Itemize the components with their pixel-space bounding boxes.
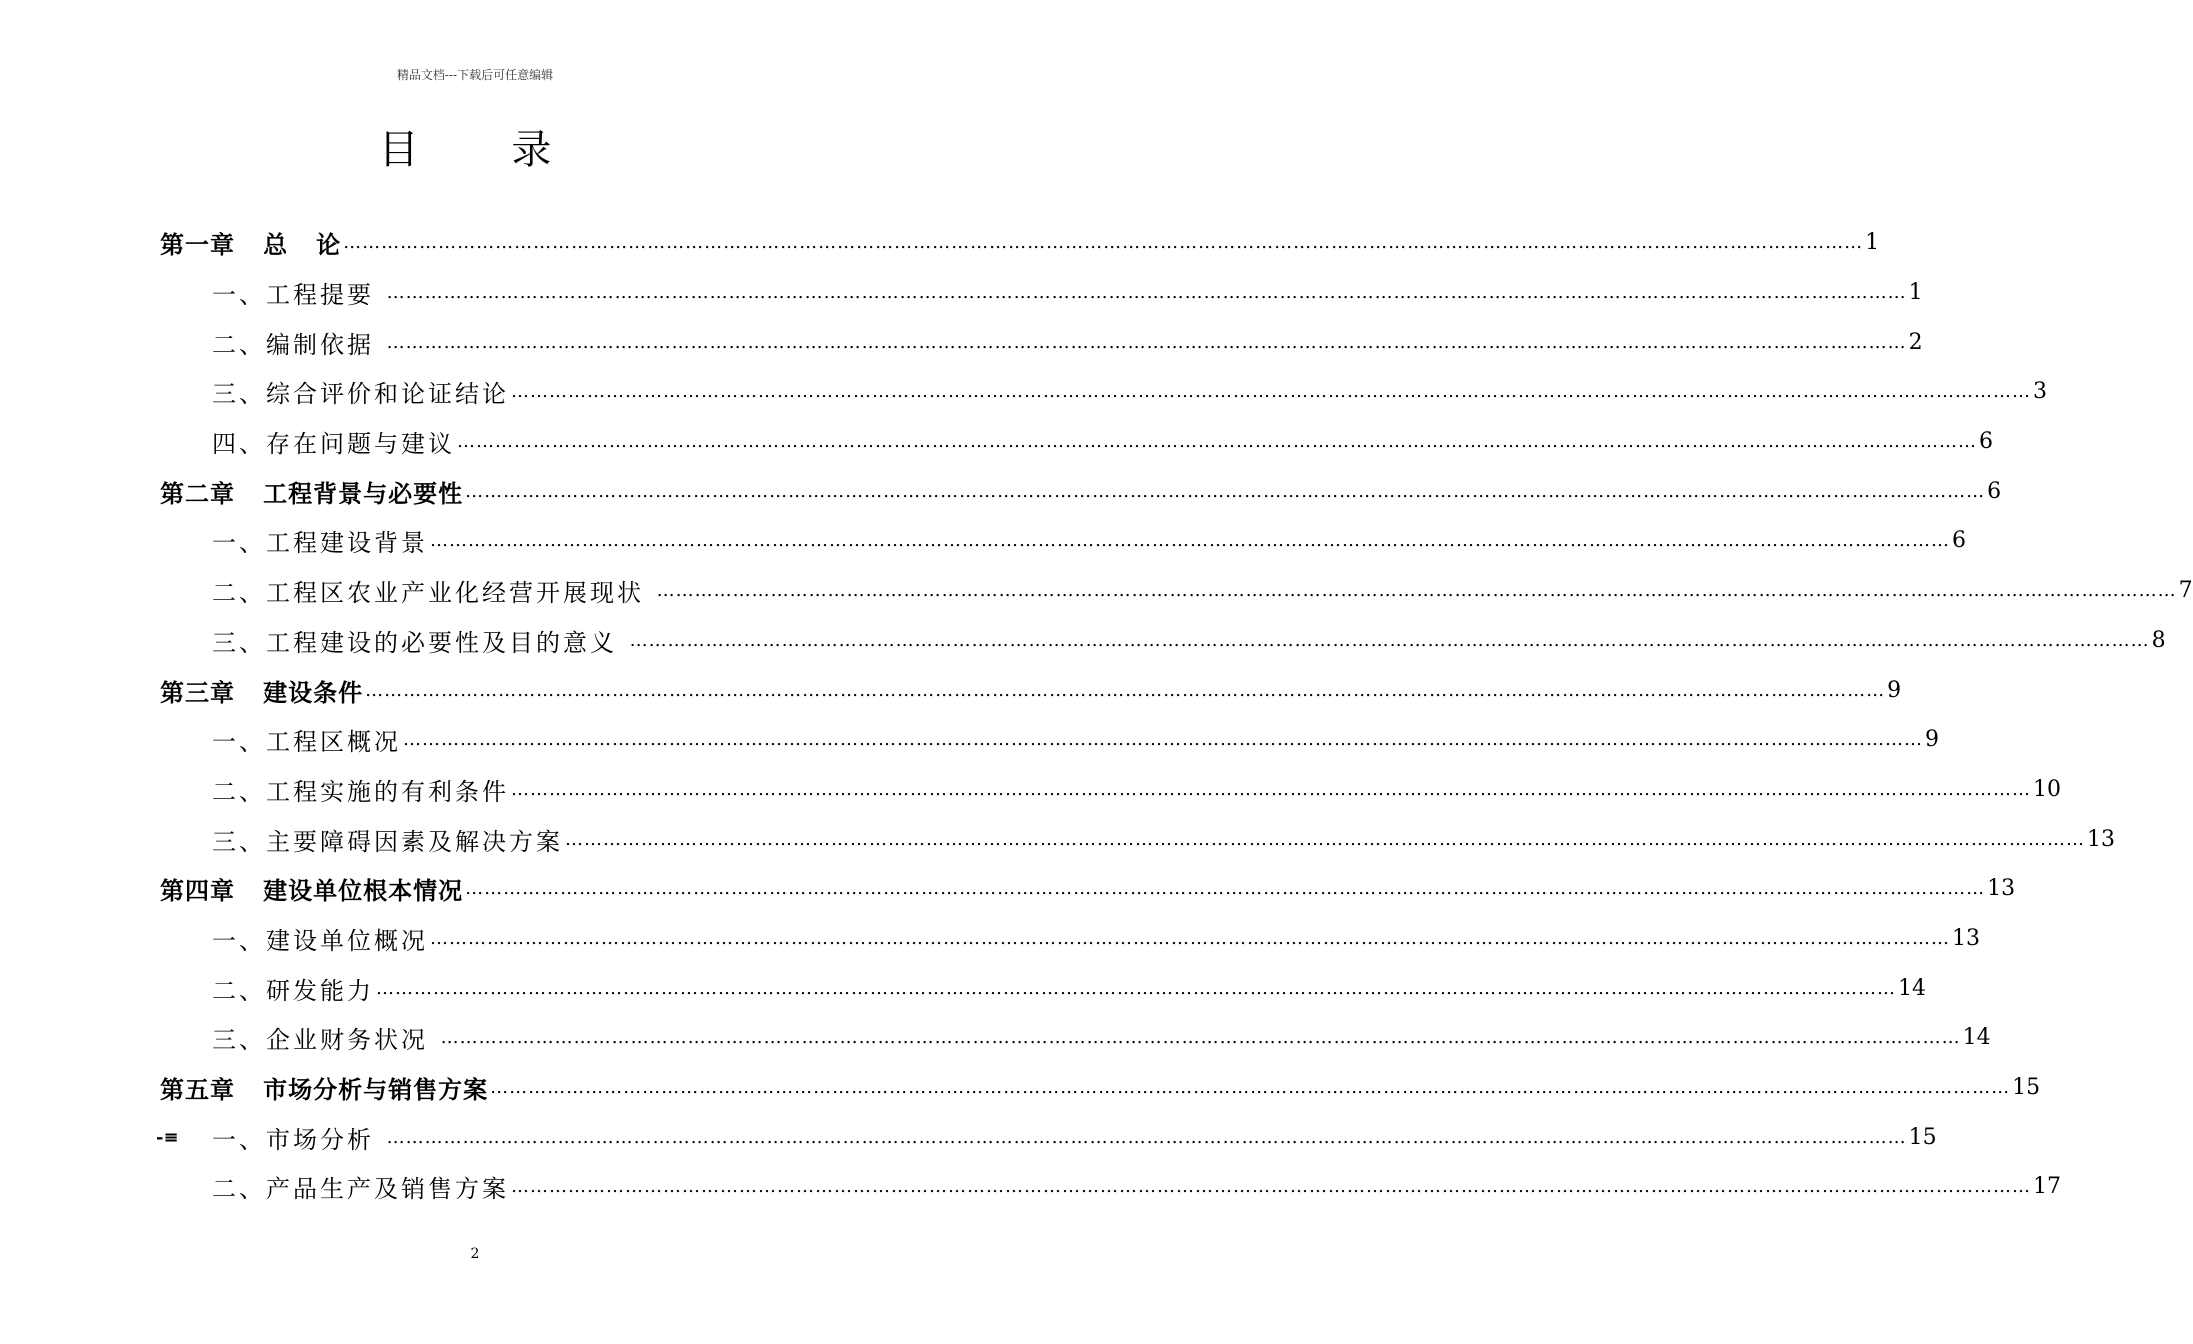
toc-section-entry[interactable] xyxy=(160,268,1923,318)
toc-entry-page: 14 xyxy=(1898,975,1926,1001)
dot-leader: …………………………………………………………………………………………………………………………………………………………………………………………………………………… xyxy=(365,679,1886,701)
toc-entry-label: 一、工程区概况 xyxy=(212,728,401,757)
dot-leader: …………………………………………………………………………………………………………………………………………………………………………………………………………………… xyxy=(465,878,1986,900)
toc-section-entry[interactable] xyxy=(160,317,1923,367)
page-title: 目 录 xyxy=(378,127,592,173)
toc-entry-label: 三、综合评价和论证结论 xyxy=(212,380,509,409)
toc-chapter-entry[interactable] xyxy=(160,218,1880,268)
table-of-contents xyxy=(156,218,2193,1212)
toc-entry-page: 15 xyxy=(1908,1124,1937,1150)
toc-section-entry[interactable] xyxy=(160,417,1993,467)
dot-leader: …………………………………………………………………………………………………………………………………………………………………………………………………………………… xyxy=(430,927,1950,949)
toc-entry-label: 第四章 建设单位根本情况 xyxy=(160,876,464,906)
toc-entry-page: 8 xyxy=(2151,627,2166,653)
dot-leader: …………………………………………………………………………………………………………………………………………………………………………………………………………………… xyxy=(656,580,2177,602)
dot-leader: …………………………………………………………………………………………………………………………………………………………………………………………………………………… xyxy=(511,778,2031,800)
dot-leader: …………………………………………………………………………………………………………………………………………………………………………………………………………………… xyxy=(386,331,1907,353)
dot-leader: …………………………………………………………………………………………………………………………………………………………………………………………………………………… xyxy=(629,629,2150,651)
dot-leader: …………………………………………………………………………………………………………………………………………………………………………………………………………………… xyxy=(430,530,1950,552)
toc-entry-label: 第二章 工程背景与必要性 xyxy=(160,478,464,508)
toc-chapter-entry[interactable] xyxy=(160,1063,2041,1113)
toc-entry-label: 三、企业财务状况 xyxy=(212,1026,439,1055)
toc-entry-page: 6 xyxy=(1987,478,2002,504)
toc-section-entry[interactable] xyxy=(160,566,2193,616)
margin-mark: -≡ xyxy=(156,1126,179,1148)
toc-entry-label: 三、工程建设的必要性及目的意义 xyxy=(212,628,628,657)
toc-entry-page: 9 xyxy=(1887,677,1902,703)
toc-entry-label: 一、工程建设背景 xyxy=(212,529,428,558)
toc-section-entry[interactable] xyxy=(160,765,2061,815)
toc-entry-label: 一、工程提要 xyxy=(212,281,385,310)
toc-entry-label: 三、主要障碍因素及解决方案 xyxy=(212,827,563,856)
dot-leader: …………………………………………………………………………………………………………………………………………………………………………………………………………………… xyxy=(440,1027,1961,1049)
toc-entry-page: 15 xyxy=(2012,1075,2041,1101)
toc-entry-page: 13 xyxy=(2087,826,2115,852)
page-number: 2 xyxy=(470,1246,480,1262)
toc-entry-page: 2 xyxy=(1908,329,1923,355)
toc-section-entry[interactable] xyxy=(160,516,1966,566)
toc-entry-label: 四、存在问题与建议 xyxy=(212,430,455,459)
dot-leader: …………………………………………………………………………………………………………………………………………………………………………………………………………………… xyxy=(465,480,1986,502)
toc-entry-page: 17 xyxy=(2033,1174,2061,1200)
toc-entry-label: 二、研发能力 xyxy=(212,976,374,1005)
toc-entry-label: 二、编制依据 xyxy=(212,330,385,359)
dot-leader: …………………………………………………………………………………………………………………………………………………………………………………………………………………… xyxy=(386,282,1907,304)
toc-entry-page: 14 xyxy=(1962,1025,1991,1051)
toc-section-entry[interactable] xyxy=(160,1162,2061,1212)
toc-entry-label: 第五章 市场分析与销售方案 xyxy=(160,1075,489,1105)
toc-entry-page: 1 xyxy=(1908,280,1923,306)
toc-chapter-entry[interactable] xyxy=(160,466,2002,516)
dot-leader: …………………………………………………………………………………………………………………………………………………………………………………………………………………… xyxy=(403,729,1923,751)
toc-section-entry[interactable] xyxy=(160,715,1939,765)
dot-leader: …………………………………………………………………………………………………………………………………………………………………………………………………………………… xyxy=(376,977,1896,999)
toc-section-entry[interactable] xyxy=(160,963,1926,1013)
toc-entry-page: 3 xyxy=(2033,379,2047,405)
page-header: 精品文档---下载后可任意编辑 xyxy=(396,68,554,82)
dot-leader: …………………………………………………………………………………………………………………………………………………………………………………………………………………… xyxy=(386,1126,1907,1148)
toc-section-entry[interactable] xyxy=(160,914,1980,964)
toc-entry-page: 13 xyxy=(1952,925,1980,951)
toc-entry-label: 第一章 总 论 xyxy=(160,230,342,260)
dot-leader: …………………………………………………………………………………………………………………………………………………………………………………………………………………… xyxy=(511,1176,2031,1198)
toc-entry-label: 二、产品生产及销售方案 xyxy=(212,1175,509,1204)
dot-leader: …………………………………………………………………………………………………………………………………………………………………………………………………………………… xyxy=(457,431,1977,453)
dot-leader: …………………………………………………………………………………………………………………………………………………………………………………………………………………… xyxy=(511,381,2031,403)
toc-chapter-entry[interactable] xyxy=(160,864,2016,914)
dot-leader: …………………………………………………………………………………………………………………………………………………………………………………………………………………… xyxy=(343,232,1864,254)
toc-section-entry[interactable] xyxy=(160,616,2166,666)
toc-section-entry[interactable] xyxy=(160,1013,1991,1063)
toc-entry-page: 10 xyxy=(2033,776,2061,802)
toc-entry-page: 13 xyxy=(1987,876,2016,902)
toc-entry-page: 6 xyxy=(1979,429,1993,455)
toc-entry-label: 第三章 建设条件 xyxy=(160,677,364,707)
dot-leader: …………………………………………………………………………………………………………………………………………………………………………………………………………………… xyxy=(490,1077,2011,1099)
toc-section-entry[interactable] xyxy=(160,814,2115,864)
toc-section-entry[interactable] xyxy=(156,1112,1937,1162)
dot-leader: …………………………………………………………………………………………………………………………………………………………………………………………………………………… xyxy=(565,828,2085,850)
toc-entry-page: 6 xyxy=(1952,528,1966,554)
toc-entry-label: 二、工程区农业产业化经营开展现状 xyxy=(212,579,655,608)
toc-section-entry[interactable] xyxy=(160,367,2047,417)
toc-entry-label: 一、市场分析 xyxy=(212,1125,385,1154)
toc-entry-label: 二、工程实施的有利条件 xyxy=(212,777,509,806)
toc-chapter-entry[interactable] xyxy=(160,665,1902,715)
toc-entry-page: 1 xyxy=(1865,230,1880,256)
toc-entry-page: 7 xyxy=(2178,578,2193,604)
toc-entry-label: 一、建设单位概况 xyxy=(212,926,428,955)
toc-entry-page: 9 xyxy=(1925,727,1939,753)
